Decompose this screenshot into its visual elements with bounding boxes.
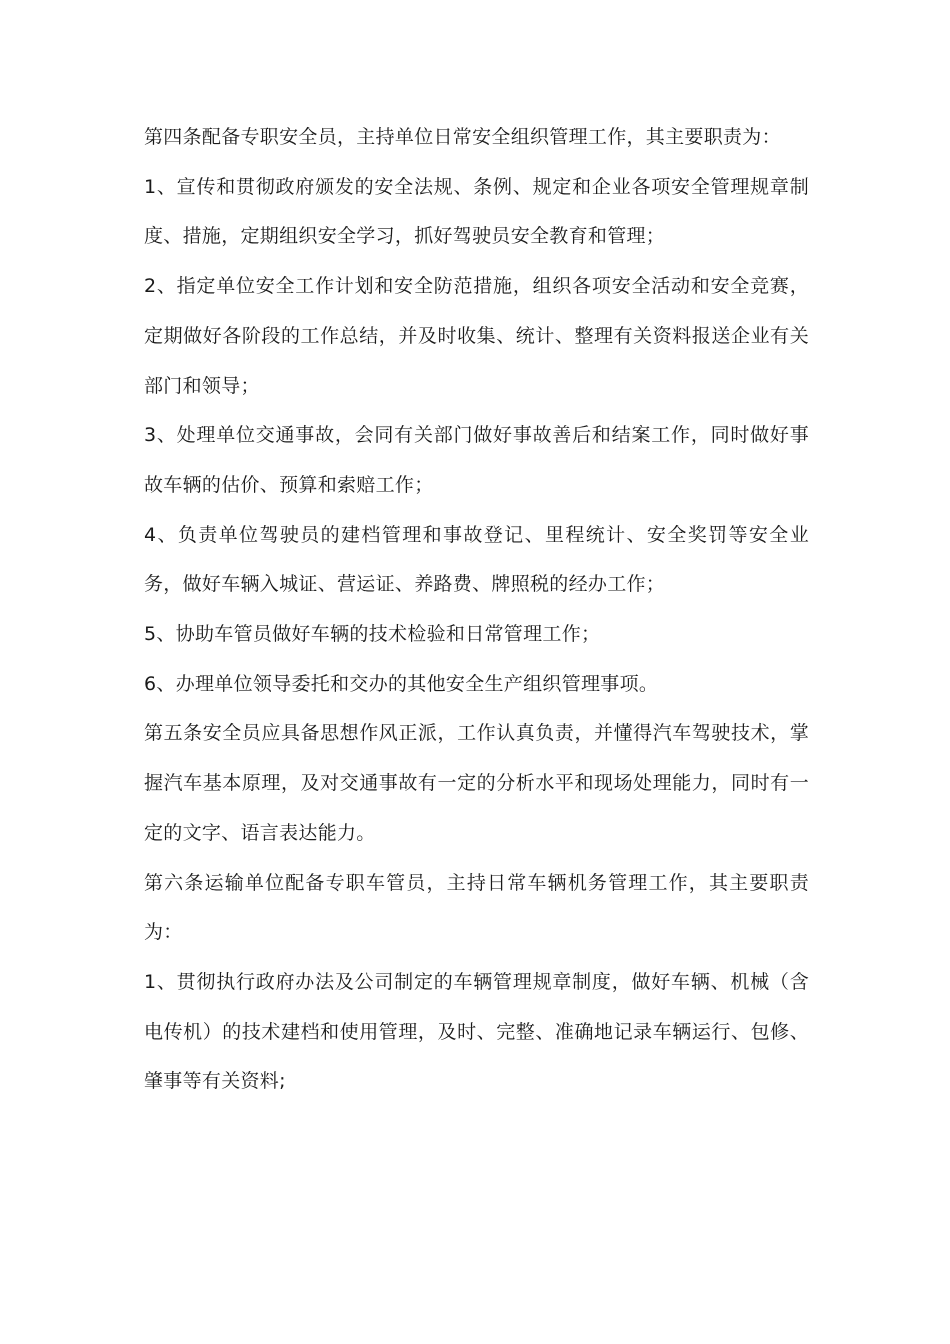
paragraph-item-5: 5、协助车管员做好车辆的技术检验和日常管理工作； xyxy=(144,623,601,646)
paragraph-article-5: 第五条安全员应具备思想作风正派，工作认真负责，并懂得汽车驾驶技术，掌握汽车基本原理，及对交通事故有一定的分析水平和现场处理能力，同时有一定的文字、语言表达能力。 xyxy=(144,722,809,844)
paragraph-item-2: 2、指定单位安全工作计划和安全防范措施，组织各项安全活动和安全竞赛，定期做好各阶段的工作总结，并及时收集、统计、整理有关资料报送企业有关部门和领导； xyxy=(144,275,809,397)
document-body xyxy=(144,113,809,1107)
paragraph-item-4: 4、负责单位驾驶员的建档管理和事故登记、里程统计、安全奖罚等安全业务，做好车辆入城证、营运证、养路费、牌照税的经办工作； xyxy=(144,523,809,596)
paragraph-article-4: 第四条配备专职安全员，主持单位日常安全组织管理工作，其主要职责为： xyxy=(144,126,781,148)
paragraph-item-1: 1、宣传和贯彻政府颁发的安全法规、条例、规定和企业各项安全管理规章制度、措施，定期组织安全学习，抓好驾驶员安全教育和管理； xyxy=(144,175,809,248)
paragraph-article-6: 第六条运输单位配备专职车管员，主持日常车辆机务管理工作，其主要职责为： xyxy=(144,871,809,944)
paragraph-item-3: 3、处理单位交通事故，会同有关部门做好事故善后和结案工作，同时做好事故车辆的估价、预算和索赔工作； xyxy=(144,424,809,496)
paragraph-item-6: 6、办理单位领导委托和交办的其他安全生产组织管理事项。 xyxy=(144,672,659,695)
paragraph-item-1-vehicle: 1、贯彻执行政府办法及公司制定的车辆管理规章制度，做好车辆、机械（含电传机）的技术建档和使用管理，及时、完整、准确地记录车辆运行、包修、肇事等有关资料; xyxy=(144,970,809,1093)
